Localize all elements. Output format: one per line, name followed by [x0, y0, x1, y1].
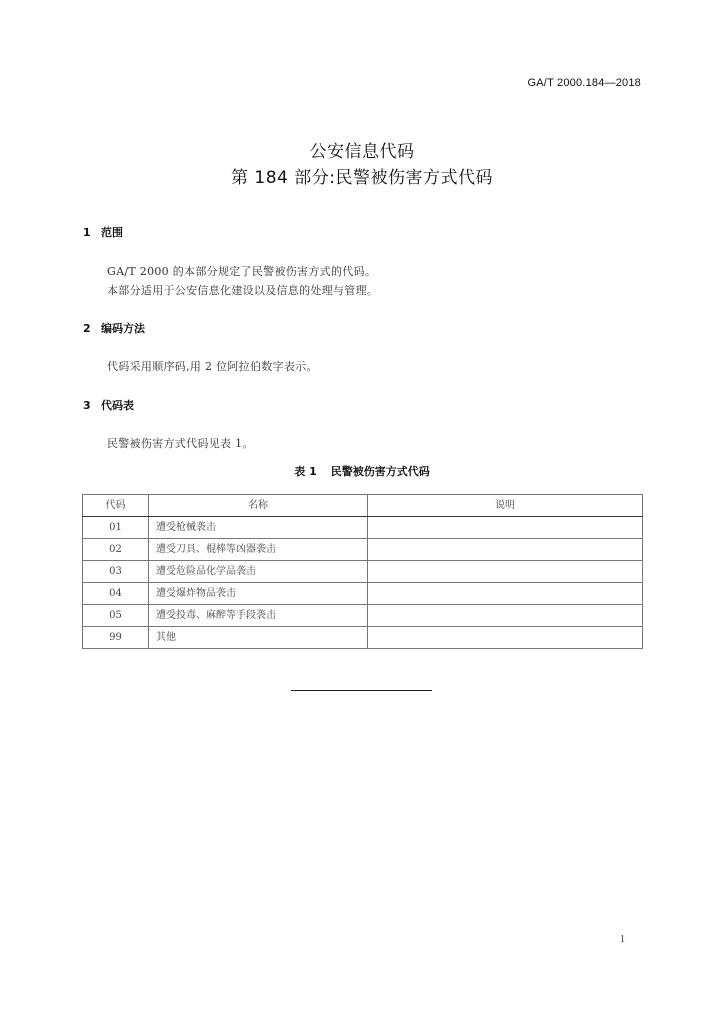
- table-row: [83, 627, 643, 649]
- cell-code: 99: [83, 627, 149, 649]
- section-3-heading: [83, 399, 134, 413]
- table-row: [83, 605, 643, 627]
- end-rule-divider: [291, 690, 432, 691]
- document-title: [0, 139, 724, 191]
- section-3-paragraph-1: 民警被伤害方式代码见表 1。: [107, 437, 254, 450]
- cell-note: [368, 583, 643, 605]
- cell-name: 遭受枪械袭击: [149, 517, 368, 539]
- section-number: 3: [83, 399, 91, 412]
- cell-note: [368, 605, 643, 627]
- table-caption: [0, 465, 724, 479]
- cell-note: [368, 539, 643, 561]
- table-header-row: [83, 495, 643, 517]
- section-2-heading: [83, 322, 145, 336]
- code-table: [82, 494, 643, 649]
- cell-code: 03: [83, 561, 149, 583]
- header-code: 代码: [83, 495, 149, 517]
- cell-code: 01: [83, 517, 149, 539]
- document-code: GA/T 2000.184—2018: [527, 77, 641, 89]
- cell-note: [368, 517, 643, 539]
- cell-name: 遭受危险品化学品袭击: [149, 561, 368, 583]
- table-row: [83, 561, 643, 583]
- table-caption-number: 表 1: [294, 465, 317, 478]
- section-title: 编码方法: [101, 322, 145, 335]
- header-name: 名称: [149, 495, 368, 517]
- cell-code: 04: [83, 583, 149, 605]
- section-number: 2: [83, 322, 91, 335]
- header-note: 说明: [368, 495, 643, 517]
- section-2-paragraph-1: 代码采用顺序码,用 2 位阿拉伯数字表示。: [107, 360, 318, 373]
- table-row: [83, 517, 643, 539]
- cell-code: 05: [83, 605, 149, 627]
- section-1-heading: [83, 226, 123, 240]
- cell-name: 遭受投毒、麻醉等手段袭击: [149, 605, 368, 627]
- table-row: [83, 539, 643, 561]
- table-row: [83, 583, 643, 605]
- cell-name: 遭受爆炸物品袭击: [149, 583, 368, 605]
- cell-note: [368, 627, 643, 649]
- table-caption-title: 民警被伤害方式代码: [330, 465, 430, 478]
- page-number: 1: [620, 934, 625, 945]
- section-1-paragraph-1: GA/T 2000 的本部分规定了民警被伤害方式的代码。: [107, 265, 377, 278]
- title-line-2: 第 184 部分:民警被伤害方式代码: [231, 168, 493, 188]
- cell-code: 02: [83, 539, 149, 561]
- section-title: 范围: [101, 226, 123, 239]
- cell-name: 遭受刀具、棍棒等凶器袭击: [149, 539, 368, 561]
- section-number: 1: [83, 226, 91, 239]
- cell-name: 其他: [149, 627, 368, 649]
- section-1-paragraph-2: 本部分适用于公安信息化建设以及信息的处理与管理。: [107, 284, 379, 297]
- cell-note: [368, 561, 643, 583]
- section-title: 代码表: [101, 399, 134, 412]
- title-line-1: 公安信息代码: [309, 142, 415, 162]
